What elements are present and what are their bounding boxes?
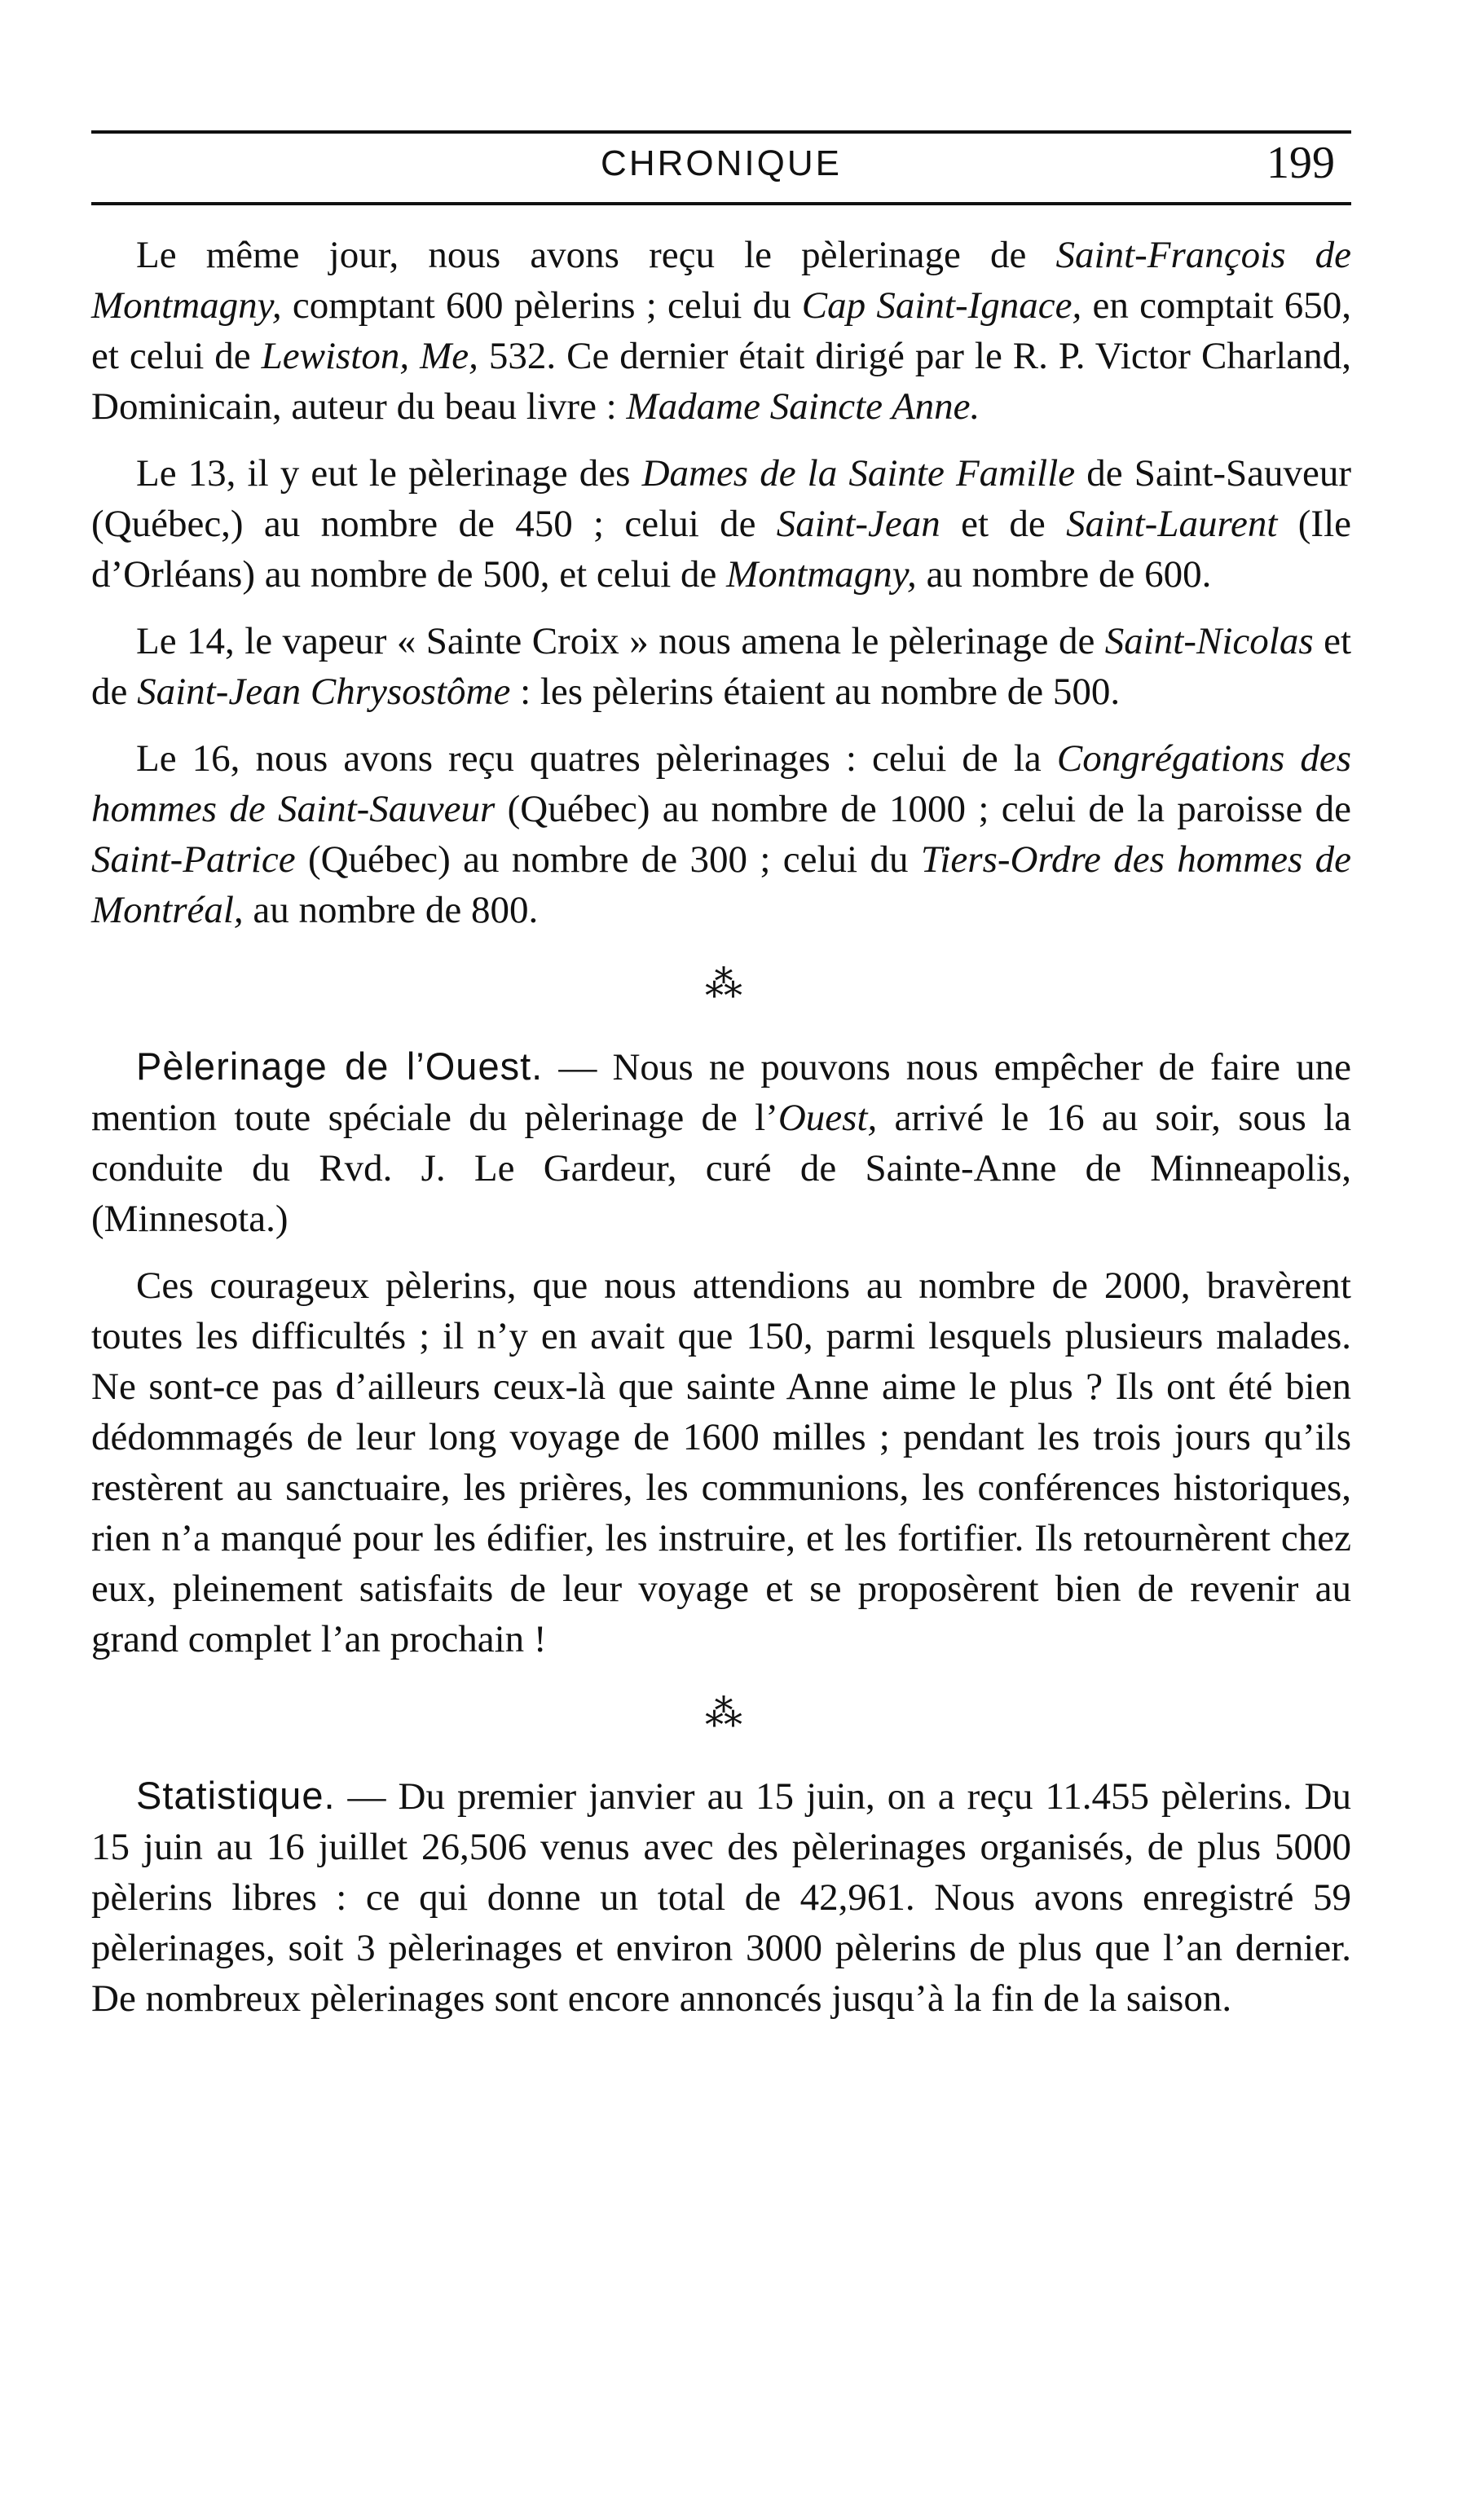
text-run: — Du premier janvier au 15 juin, on a reçu 11.455 pèlerins. Du 15 juin au 16 juillet 26,506 venus avec des pèlerinages organisés, de plus 5000 pèlerins libres : ce qui donne un total de 42,961. Nous avons enregistré 59 pèlerinages, soit 3 pèlerinages et environ 3000 pèlerins de plus que l’an dernier. De nombreux pèlerinages sont encore annoncés jusqu’à la fin de la saison. <box>91 1775 1351 2020</box>
text-run: comptant 600 pèlerins ; celui du <box>281 284 802 327</box>
text-run: arrivé le 16 au soir, sous la conduite du Rvd. J. Le Gardeur, curé de Sainte-Anne de Minneapolis, (Minnesota.) <box>91 1097 1351 1240</box>
text-run: au nombre de 800. <box>243 889 539 931</box>
section-heading: Pèlerinage de l’Ouest. <box>136 1045 544 1088</box>
italic-place-name: Saint-Jean Chrysostôme <box>137 671 511 713</box>
text-run: au nombre de 600. <box>916 553 1212 596</box>
header-rule-top <box>91 130 1351 134</box>
header-rule-bottom <box>91 202 1351 205</box>
text-run: Le 14, le vapeur « Sainte Croix » nous amena le pèlerinage de <box>136 620 1105 662</box>
text-run: Le 13, il y eut le pèlerinage des <box>136 452 642 495</box>
italic-place-name: Cap Saint-Ignace, <box>801 284 1082 327</box>
paragraph-saint-francois <box>91 230 1351 432</box>
italic-place-name: Ouest, <box>777 1097 878 1139</box>
text-run: 532. Ce dernier était dirigé par le R. P. Victor Charland, Dominicain, auteur du beau livre : <box>91 335 1351 428</box>
paragraph-le-13 <box>91 448 1351 600</box>
text-run: Le même jour, nous avons reçu le pèlerinage de <box>136 234 1056 276</box>
italic-group-name: Tiers-Ordre des hommes de Montréal, <box>91 838 1352 931</box>
text-run: Ces courageux pèlerins, que nous attendions au nombre de 2000, bravèrent toutes les difficultés ; il n’y en avait que 150, parmi lesquels plusieurs malades. Ne sont-ce pas d’ailleurs ceux-là que sainte Anne aime le plus ? Ils ont été bien dédommagés de leur long voyage de 1600 milles ; pendant les trois jours qu’ils restèrent au sanctuaire, les prières, les communions, les conférences historiques, rien n’a manqué pour les édifier, les instruire, et les fortifier. Ils retournèrent chez eux, pleinement satisfaits de leur voyage et se proposèrent bien de revenir au grand complet l’an prochain ! <box>91 1264 1351 1660</box>
text-run: (Québec) au nombre de 300 ; celui du <box>295 838 921 881</box>
text-run: : les pèlerins étaient au nombre de 500. <box>510 671 1121 713</box>
italic-book-title: Madame Saincte Anne. <box>626 385 980 428</box>
paragraph-pelerinage-ouest <box>91 1041 1351 1244</box>
paragraph-le-16 <box>91 733 1351 935</box>
italic-place-name: Lewiston, Me, <box>261 335 478 377</box>
italic-place-name: Saint-Laurent <box>1066 503 1278 545</box>
page-number: 199 <box>1266 138 1335 188</box>
text-run: de Saint-Sauveur (Québec,) au nombre de 450 ; celui de <box>91 452 1352 545</box>
italic-group-name: Congrégations des hommes de Saint-Sauveur <box>91 737 1351 830</box>
text-run: en comptait 650, et celui de <box>91 284 1351 377</box>
text-run: Le 16, nous avons reçu quatres pèlerinages : celui de la <box>136 737 1057 780</box>
paragraph-statistique <box>91 1770 1351 2024</box>
running-title: CHRONIQUE <box>601 143 842 183</box>
italic-group-name: Dames de la Sainte Famille <box>641 452 1076 495</box>
ornament-asterism-icon: ⁂ <box>705 1692 738 1734</box>
section-heading: Statistique. <box>136 1774 336 1817</box>
ornament-asterism-icon: ⁂ <box>705 963 738 1005</box>
paragraph-courageux-pelerins <box>91 1260 1351 1665</box>
text-run: (Ile d’Orléans) au nombre de 500, et celui de <box>91 503 1351 596</box>
text-run: et de <box>940 503 1067 545</box>
page-header <box>91 137 1351 196</box>
text-run: et de <box>91 620 1351 713</box>
italic-place-name: Montmagny, <box>726 553 917 596</box>
italic-place-name: Saint-Jean <box>776 503 940 545</box>
italic-place-name: Saint-Nicolas <box>1104 620 1314 662</box>
text-run: (Québec) au nombre de 1000 ; celui de la paroisse de <box>495 788 1351 830</box>
text-run: — Nous ne pouvons nous empêcher de faire une mention toute spéciale du pèlerinage de l’ <box>91 1046 1352 1139</box>
italic-place-name: Saint-François de Montmagny, <box>91 234 1351 327</box>
italic-place-name: Saint-Patrice <box>91 838 296 881</box>
paragraph-le-14 <box>91 616 1351 717</box>
page-body <box>91 230 1351 2040</box>
